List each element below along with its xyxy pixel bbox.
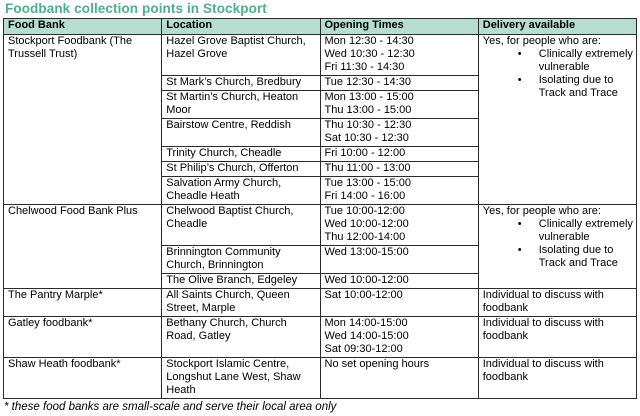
- opening-times-cell: [320, 177, 478, 205]
- opening-time: Wed 10:00-12:00: [324, 274, 409, 286]
- opening-times-cell: [320, 246, 478, 274]
- opening-time: Sat 09:30-12:00: [324, 343, 403, 355]
- page-title: Foodbank collection points in Stockport: [5, 1, 267, 16]
- delivery-cell: Individual to discuss with foodbank: [478, 317, 636, 358]
- delivery-intro: Yes, for people who are:: [482, 35, 601, 47]
- location-cell: Bairstow Centre, Reddish: [162, 119, 320, 147]
- location-cell: St Philip’s Church, Offerton: [162, 162, 320, 177]
- location-cell: St Martin’s Church, Heaton Moor: [162, 91, 320, 119]
- table-header-row: [4, 19, 637, 35]
- column-header: Delivery available: [478, 19, 636, 35]
- opening-time: No set opening hours: [324, 358, 430, 370]
- opening-time: Mon 12:30 - 14:30: [324, 35, 414, 47]
- delivery-bullet: • Isolating due to Track and Trace: [539, 74, 633, 100]
- column-header: Opening Times: [320, 19, 478, 35]
- opening-times-cell: [320, 91, 478, 119]
- opening-times-cell: [320, 358, 478, 399]
- opening-times-cell: [320, 147, 478, 162]
- location-cell: Chelwood Baptist Church, Cheadle: [162, 205, 320, 246]
- opening-time: Tue 13:00 - 15:00: [324, 177, 411, 189]
- opening-times-cell: [320, 205, 478, 246]
- opening-time: Sat 10:00-12:00: [324, 289, 403, 301]
- location-cell: Stockport Islamic Centre, Longshut Lane West, Shaw Heath: [162, 358, 320, 399]
- delivery-bullet-list: [483, 48, 633, 100]
- opening-times-cell: [320, 317, 478, 358]
- opening-time: Mon 14:00-15:00: [324, 317, 408, 329]
- opening-time: Fri 14:00 - 16:00: [324, 190, 406, 202]
- column-header: Location: [162, 19, 320, 35]
- opening-times-cell: [320, 162, 478, 177]
- opening-times-cell: [320, 274, 478, 289]
- location-cell: Salvation Army Church, Cheadle Heath: [162, 177, 320, 205]
- opening-times-cell: [320, 35, 478, 76]
- opening-time: Thu 13:00 - 15:00: [324, 104, 412, 116]
- opening-time: Mon 13:00 - 15:00: [324, 91, 414, 103]
- opening-time: Fri 11:30 - 14:30: [324, 61, 405, 73]
- opening-times-cell: [320, 76, 478, 91]
- location-cell: Hazel Grove Baptist Church, Hazel Grove: [162, 35, 320, 76]
- opening-time: Wed 13:00-15:00: [324, 246, 409, 258]
- delivery-intro: Yes, for people who are:: [482, 205, 601, 217]
- location-cell: The Olive Branch, Edgeley: [162, 274, 320, 289]
- delivery-cell: [478, 205, 636, 289]
- location-cell: St Mark’s Church, Bredbury: [162, 76, 320, 91]
- opening-time: Thu 11:00 - 13:00: [324, 162, 411, 174]
- table-row: [4, 205, 637, 246]
- foodbank-name-cell: Stockport Foodbank (The Trussell Trust): [4, 35, 162, 205]
- opening-time: Wed 14:00-15:00: [324, 330, 409, 342]
- delivery-cell: Individual to discuss with foodbank: [478, 289, 636, 317]
- delivery-cell: [478, 35, 636, 205]
- table-row: [4, 317, 637, 358]
- foodbank-name-cell: Shaw Heath foodbank*: [4, 358, 162, 399]
- opening-times-cell: [320, 289, 478, 317]
- delivery-bullet: • Clinically extremely vulnerable: [539, 48, 633, 74]
- delivery-bullet: • Isolating due to Track and Trace: [539, 244, 633, 270]
- foodbank-name-cell: Chelwood Food Bank Plus: [4, 205, 162, 289]
- table-row: [4, 35, 637, 76]
- opening-time: Thu 10:30 - 12:30: [324, 119, 412, 131]
- delivery-bullet-list: [483, 218, 633, 270]
- location-cell: Bethany Church, Church Road, Gatley: [162, 317, 320, 358]
- foodbank-table: [3, 18, 637, 399]
- location-cell: All Saints Church, Queen Street, Marple: [162, 289, 320, 317]
- opening-time: Wed 10:00-12:00: [324, 218, 409, 230]
- opening-time: Tue 12:30 - 14:30: [324, 76, 411, 88]
- location-cell: Trinity Church, Cheadle: [162, 147, 320, 162]
- opening-time: Wed 10:30 - 12:30: [324, 48, 415, 60]
- opening-time: Thu 12:00-14:00: [324, 231, 406, 243]
- delivery-bullet: • Clinically extremely vulnerable: [539, 218, 633, 244]
- opening-time: Tue 10:00-12:00: [324, 205, 405, 217]
- table-row: [4, 289, 637, 317]
- delivery-cell: Individual to discuss with foodbank: [478, 358, 636, 399]
- footnote: * these food banks are small-scale and serve their local area only: [4, 401, 337, 413]
- foodbank-name-cell: The Pantry Marple*: [4, 289, 162, 317]
- opening-times-cell: [320, 119, 478, 147]
- location-cell: Brinnington Community Church, Brinnington: [162, 246, 320, 274]
- opening-time: Sat 10:30 - 12:30: [324, 132, 409, 144]
- foodbank-name-cell: Gatley foodbank*: [4, 317, 162, 358]
- table-row: [4, 358, 637, 399]
- opening-time: Fri 10:00 - 12:00: [324, 147, 406, 159]
- column-header: Food Bank: [4, 19, 162, 35]
